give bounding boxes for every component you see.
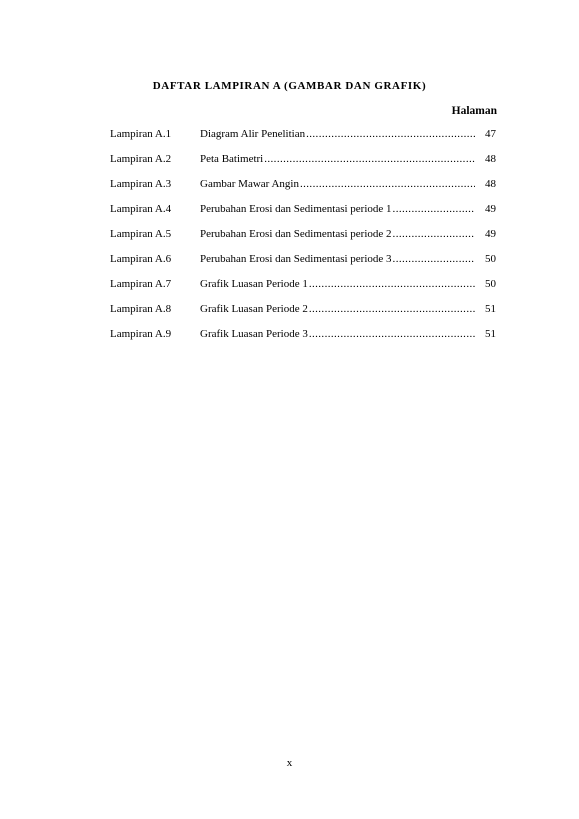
list-item [110, 152, 496, 177]
appendix-title: Grafik Luasan Periode 3 [200, 328, 308, 340]
appendix-code: Lampiran A.1 [110, 128, 172, 140]
appendix-page: 51 [485, 303, 496, 315]
dot-leader [308, 327, 475, 341]
appendix-entry [200, 227, 475, 241]
dot-leader [392, 227, 475, 241]
appendix-page: 49 [485, 203, 496, 215]
appendix-entry [200, 252, 475, 266]
appendix-code: Lampiran A.4 [110, 203, 172, 215]
dot-leader [263, 152, 475, 166]
appendix-entry [200, 202, 475, 216]
appendix-page: 48 [485, 153, 496, 165]
dot-leader [308, 302, 475, 316]
list-item [110, 277, 496, 302]
appendix-code: Lampiran A.8 [110, 303, 172, 315]
dot-leader [392, 202, 475, 216]
appendix-page: 50 [485, 278, 496, 290]
list-item [110, 327, 496, 352]
appendix-code: Lampiran A.3 [110, 178, 172, 190]
page-title: DAFTAR LAMPIRAN A (GAMBAR DAN GRAFIK) [152, 80, 427, 92]
appendix-page: 49 [485, 228, 496, 240]
appendix-title: Gambar Mawar Angin [200, 178, 299, 190]
appendix-list [110, 127, 496, 352]
dot-leader [305, 127, 475, 141]
appendix-title: Peta Batimetri [200, 153, 264, 165]
appendix-entry [200, 327, 475, 341]
appendix-code: Lampiran A.9 [110, 328, 172, 340]
appendix-code: Lampiran A.2 [110, 153, 172, 165]
appendix-entry [200, 127, 475, 141]
page-number: x [286, 757, 293, 769]
appendix-entry [200, 152, 475, 166]
appendix-title: Diagram Alir Penelitian [200, 128, 306, 140]
appendix-entry [200, 177, 475, 191]
list-item [110, 227, 496, 252]
appendix-page: 48 [485, 178, 496, 190]
appendix-title: Perubahan Erosi dan Sedimentasi periode 2 [200, 228, 392, 240]
appendix-entry [200, 302, 475, 316]
appendix-entry [200, 277, 475, 291]
appendix-code: Lampiran A.7 [110, 278, 172, 290]
appendix-code: Lampiran A.5 [110, 228, 172, 240]
list-item [110, 177, 496, 202]
page-column-label: Halaman [451, 105, 497, 117]
appendix-title: Perubahan Erosi dan Sedimentasi periode 3 [200, 253, 392, 265]
appendix-page: 47 [485, 128, 496, 140]
list-item [110, 202, 496, 227]
dot-leader [299, 177, 475, 191]
appendix-code: Lampiran A.6 [110, 253, 172, 265]
appendix-title: Grafik Luasan Periode 2 [200, 303, 308, 315]
list-item [110, 127, 496, 152]
dot-leader [308, 277, 475, 291]
appendix-title: Perubahan Erosi dan Sedimentasi periode 1 [200, 203, 392, 215]
appendix-page: 51 [485, 328, 496, 340]
dot-leader [392, 252, 475, 266]
list-item [110, 252, 496, 277]
appendix-title: Grafik Luasan Periode 1 [200, 278, 308, 290]
list-item [110, 302, 496, 327]
appendix-page: 50 [485, 253, 496, 265]
